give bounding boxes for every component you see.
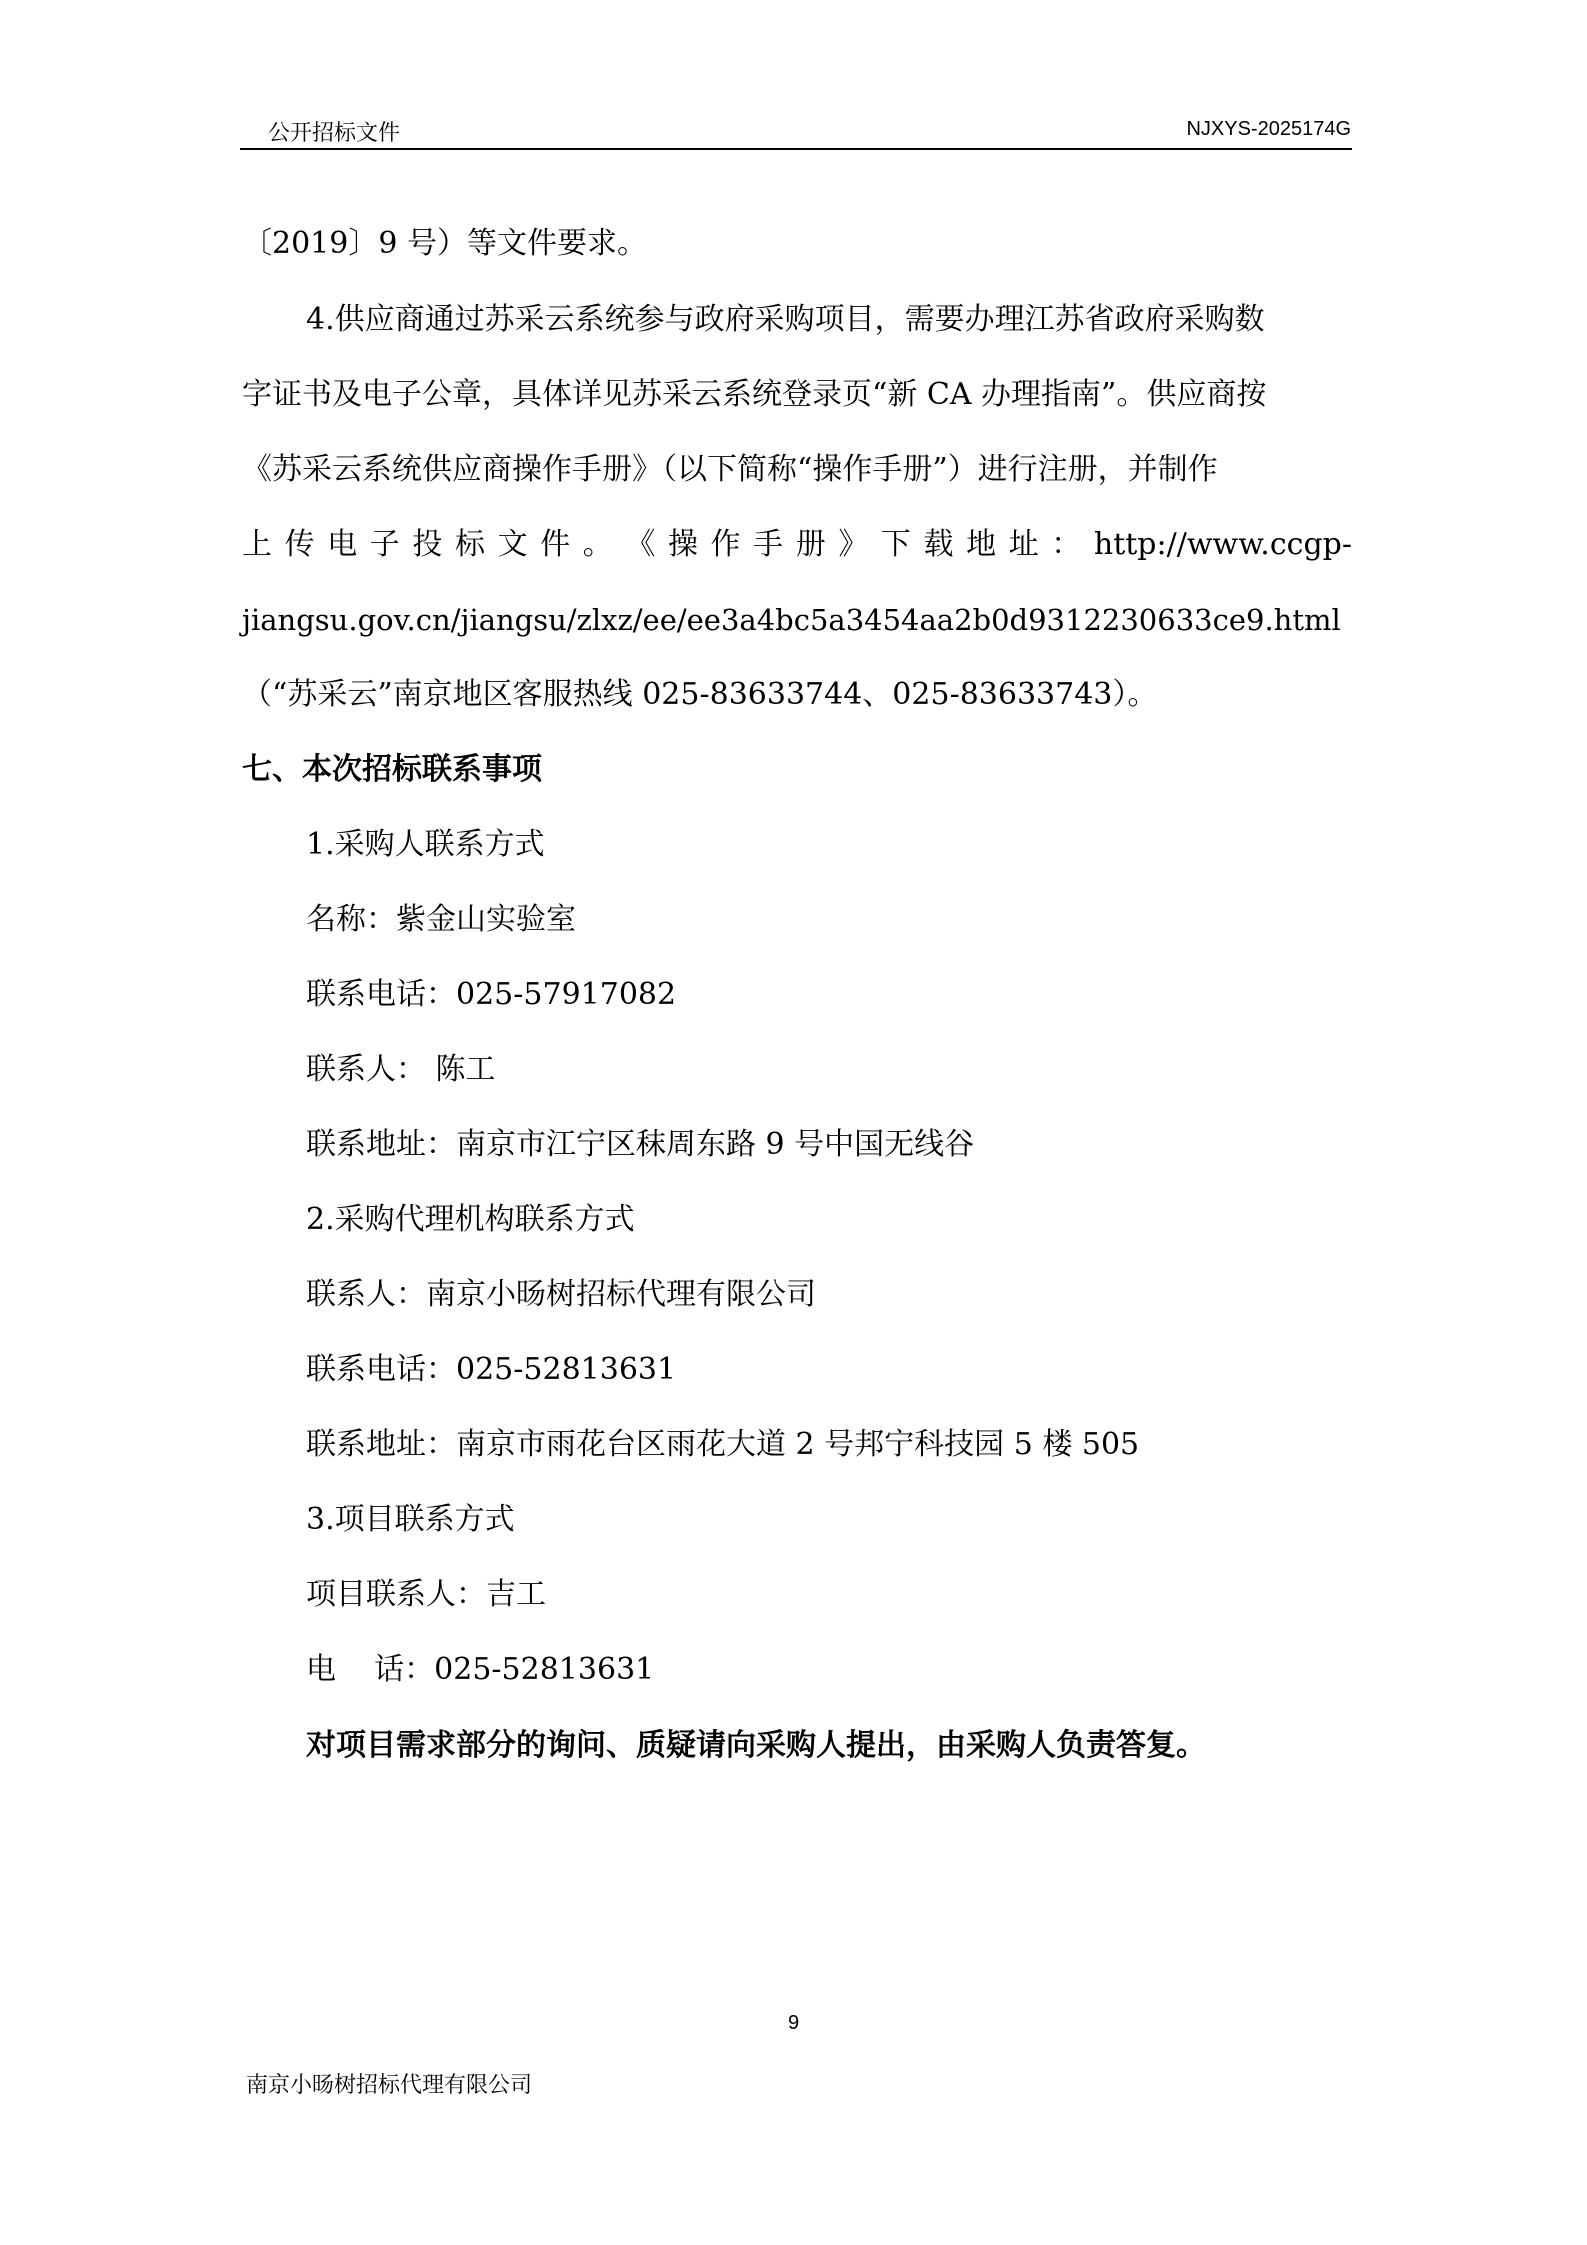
project-contact-person: 项目联系人：吉工 — [306, 1577, 546, 1612]
manual-download-link[interactable]: jiangsu.gov.cn/jiangsu/zlxz/ee/ee3a4bc5a3454aa2b0d9312230633ce9.html — [242, 603, 1341, 637]
header-doc-number: NJXYS-2025174G — [1186, 118, 1351, 140]
inquiry-notice: 对项目需求部分的询问、质疑请向采购人提出，由采购人负责答复。 — [306, 1728, 1206, 1763]
footer-company: 南京小旸树招标代理有限公司 — [246, 2073, 533, 2098]
agency-contact-title: 2.采购代理机构联系方式 — [306, 1202, 635, 1237]
justified-char: ： — [1051, 527, 1082, 562]
justified-char: 电 — [327, 527, 358, 562]
paragraph-line: 《苏采云系统供应商操作手册》（以下简称“操作手册”）进行注册，并制作 — [242, 452, 1218, 487]
agency-contact-person: 联系人：南京小旸树招标代理有限公司 — [306, 1277, 816, 1312]
paragraph-line: 〔2019〕9 号）等文件要求。 — [242, 226, 647, 261]
justified-char: 传 — [284, 527, 315, 562]
purchaser-phone: 联系电话：025-57917082 — [306, 977, 677, 1012]
justified-char: 上 — [242, 527, 272, 562]
purchaser-name: 名称：紫金山实验室 — [306, 902, 576, 937]
agency-address: 联系地址：南京市雨花台区雨花大道 2 号邦宁科技园 5 楼 505 — [306, 1427, 1140, 1462]
justified-char: 载 — [923, 527, 954, 562]
justified-char: http://www.ccgp- — [1093, 527, 1352, 562]
justified-char: 址 — [1008, 527, 1039, 562]
header-title: 公开招标文件 — [268, 121, 401, 146]
justified-char: 操 — [667, 527, 698, 562]
purchaser-address: 联系地址：南京市江宁区秣周东路 9 号中国无线谷 — [306, 1127, 975, 1162]
paragraph-line: （“苏采云”南京地区客服热线 025-83633744、025-83633743）。 — [242, 677, 1158, 712]
paragraph-line: 字证书及电子公章，具体详见苏采云系统登录页“新 CA 办理指南”。供应商按 — [242, 377, 1267, 412]
justified-char: 》 — [838, 527, 869, 562]
section-heading: 七、本次招标联系事项 — [242, 752, 542, 787]
justified-char: 册 — [795, 527, 826, 562]
agency-phone: 联系电话：025-52813631 — [306, 1352, 677, 1387]
justified-char: 子 — [369, 527, 400, 562]
project-phone: 电 话：025-52813631 — [306, 1652, 655, 1687]
justified-char: 下 — [880, 527, 911, 562]
justified-char: 作 — [710, 527, 741, 562]
header-divider — [240, 148, 1352, 150]
justified-char: 《 — [625, 527, 656, 562]
purchaser-contact-person: 联系人： 陈工 — [306, 1052, 496, 1087]
justified-char: 地 — [966, 527, 997, 562]
paragraph-line: 4.供应商通过苏采云系统参与政府采购项目，需要办理江苏省政府采购数 — [306, 302, 1265, 337]
justified-char: 件 — [540, 527, 571, 562]
project-contact-title: 3.项目联系方式 — [306, 1502, 515, 1537]
justified-char: 投 — [412, 527, 443, 562]
purchaser-contact-title: 1.采购人联系方式 — [306, 827, 545, 862]
justified-char: 手 — [753, 527, 784, 562]
justified-char: 标 — [454, 527, 485, 562]
paragraph-line-justified — [242, 525, 1352, 565]
page-number: 9 — [787, 2012, 800, 2034]
justified-char: 。 — [582, 527, 613, 562]
justified-char: 文 — [497, 527, 528, 562]
